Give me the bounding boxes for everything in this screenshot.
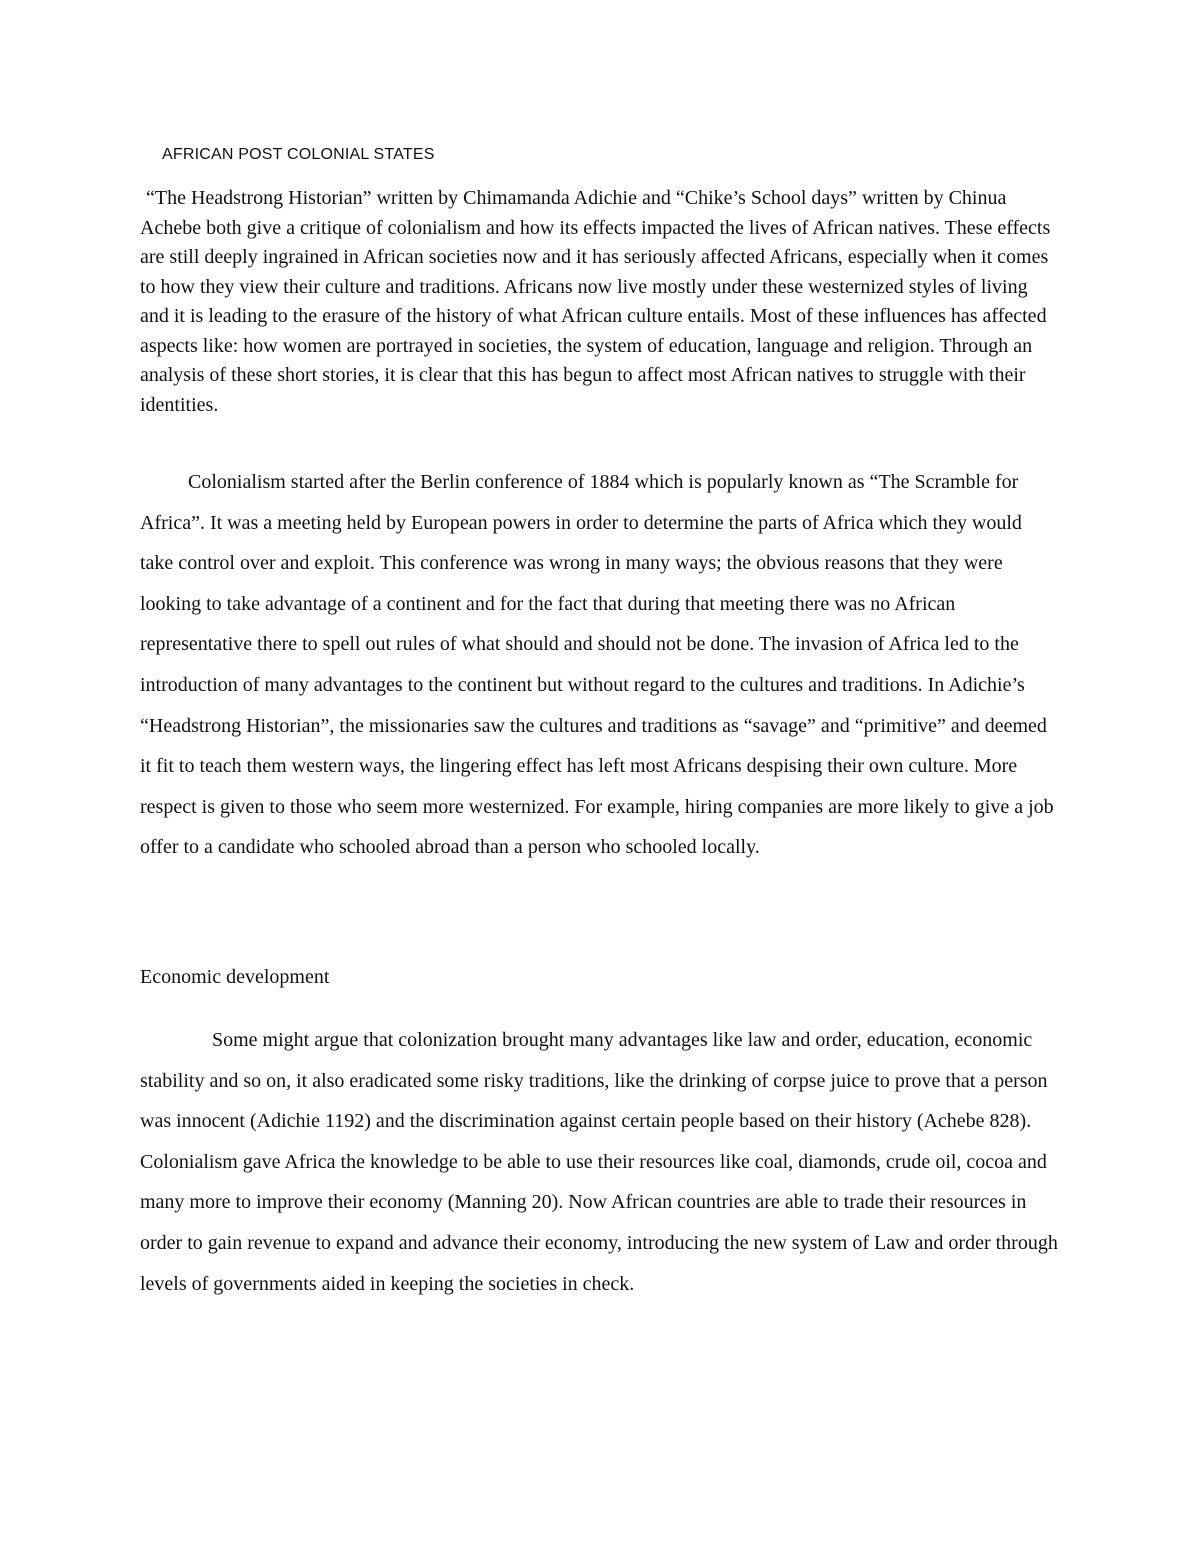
intro-paragraph: “The Headstrong Historian” written by Chimamanda Adichie and “Chike’s School days” written by Chinua Achebe both give a critique of colonialism and how its effects impacted the lives of African natives. These effects are still deeply ingrained in African societies now and it has seriously affected Africans, especially when it comes to how they view their culture and traditions. Africans now live mostly under these westernized styles of living and it is leading to the erasure of the history of what African culture entails. Most of these influences has affected aspects like: how women are portrayed in societies, the system of education, language and religion. Through an analysis of these short stories, it is clear that this has begun to affect most African natives to struggle with their identities. [140, 187, 1051, 416]
economic-paragraph: Some might argue that colonization brought many advantages like law and order, education, economic stability and so on, it also eradicated some risky traditions, like the drinking of corpse juice to prove that a person was innocent (Adichie 1192) and the discrimination against certain people based on their history (Achebe 828). Colonialism gave Africa the knowledge to be able to use their resources like coal, diamonds, crude oil, cocoa and many more to improve their economy (Manning 20). Now African countries are able to trade their resources in order to gain revenue to expand and advance their economy, introducing the new system of Law and order through levels of governments aided in keeping the societies in check. [140, 1029, 1058, 1295]
section-heading-economic-development: Economic development [140, 966, 330, 988]
document-title: AFRICAN POST COLONIAL STATES [162, 146, 435, 163]
colonialism-paragraph: Colonialism started after the Berlin conference of 1884 which is popularly known as “The Scramble for Africa”. It was a meeting held by European powers in order to determine the parts of Africa which they would take control over and exploit. This conference was wrong in many ways; the obvious reasons that they were looking to take advantage of a continent and for the fact that during that meeting there was no African representative there to spell out rules of what should and should not be done. The invasion of Africa led to the introduction of many advantages to the continent but without regard to the cultures and traditions. In Adichie’s “Headstrong Historian”, the missionaries saw the cultures and traditions as “savage” and “primitive” and deemed it fit to teach them western ways, the lingering effect has left most Africans despising their own culture. More respect is given to those who seem more westernized. For example, hiring companies are more likely to give a job offer to a candidate who schooled abroad than a person who schooled locally. [140, 471, 1054, 859]
